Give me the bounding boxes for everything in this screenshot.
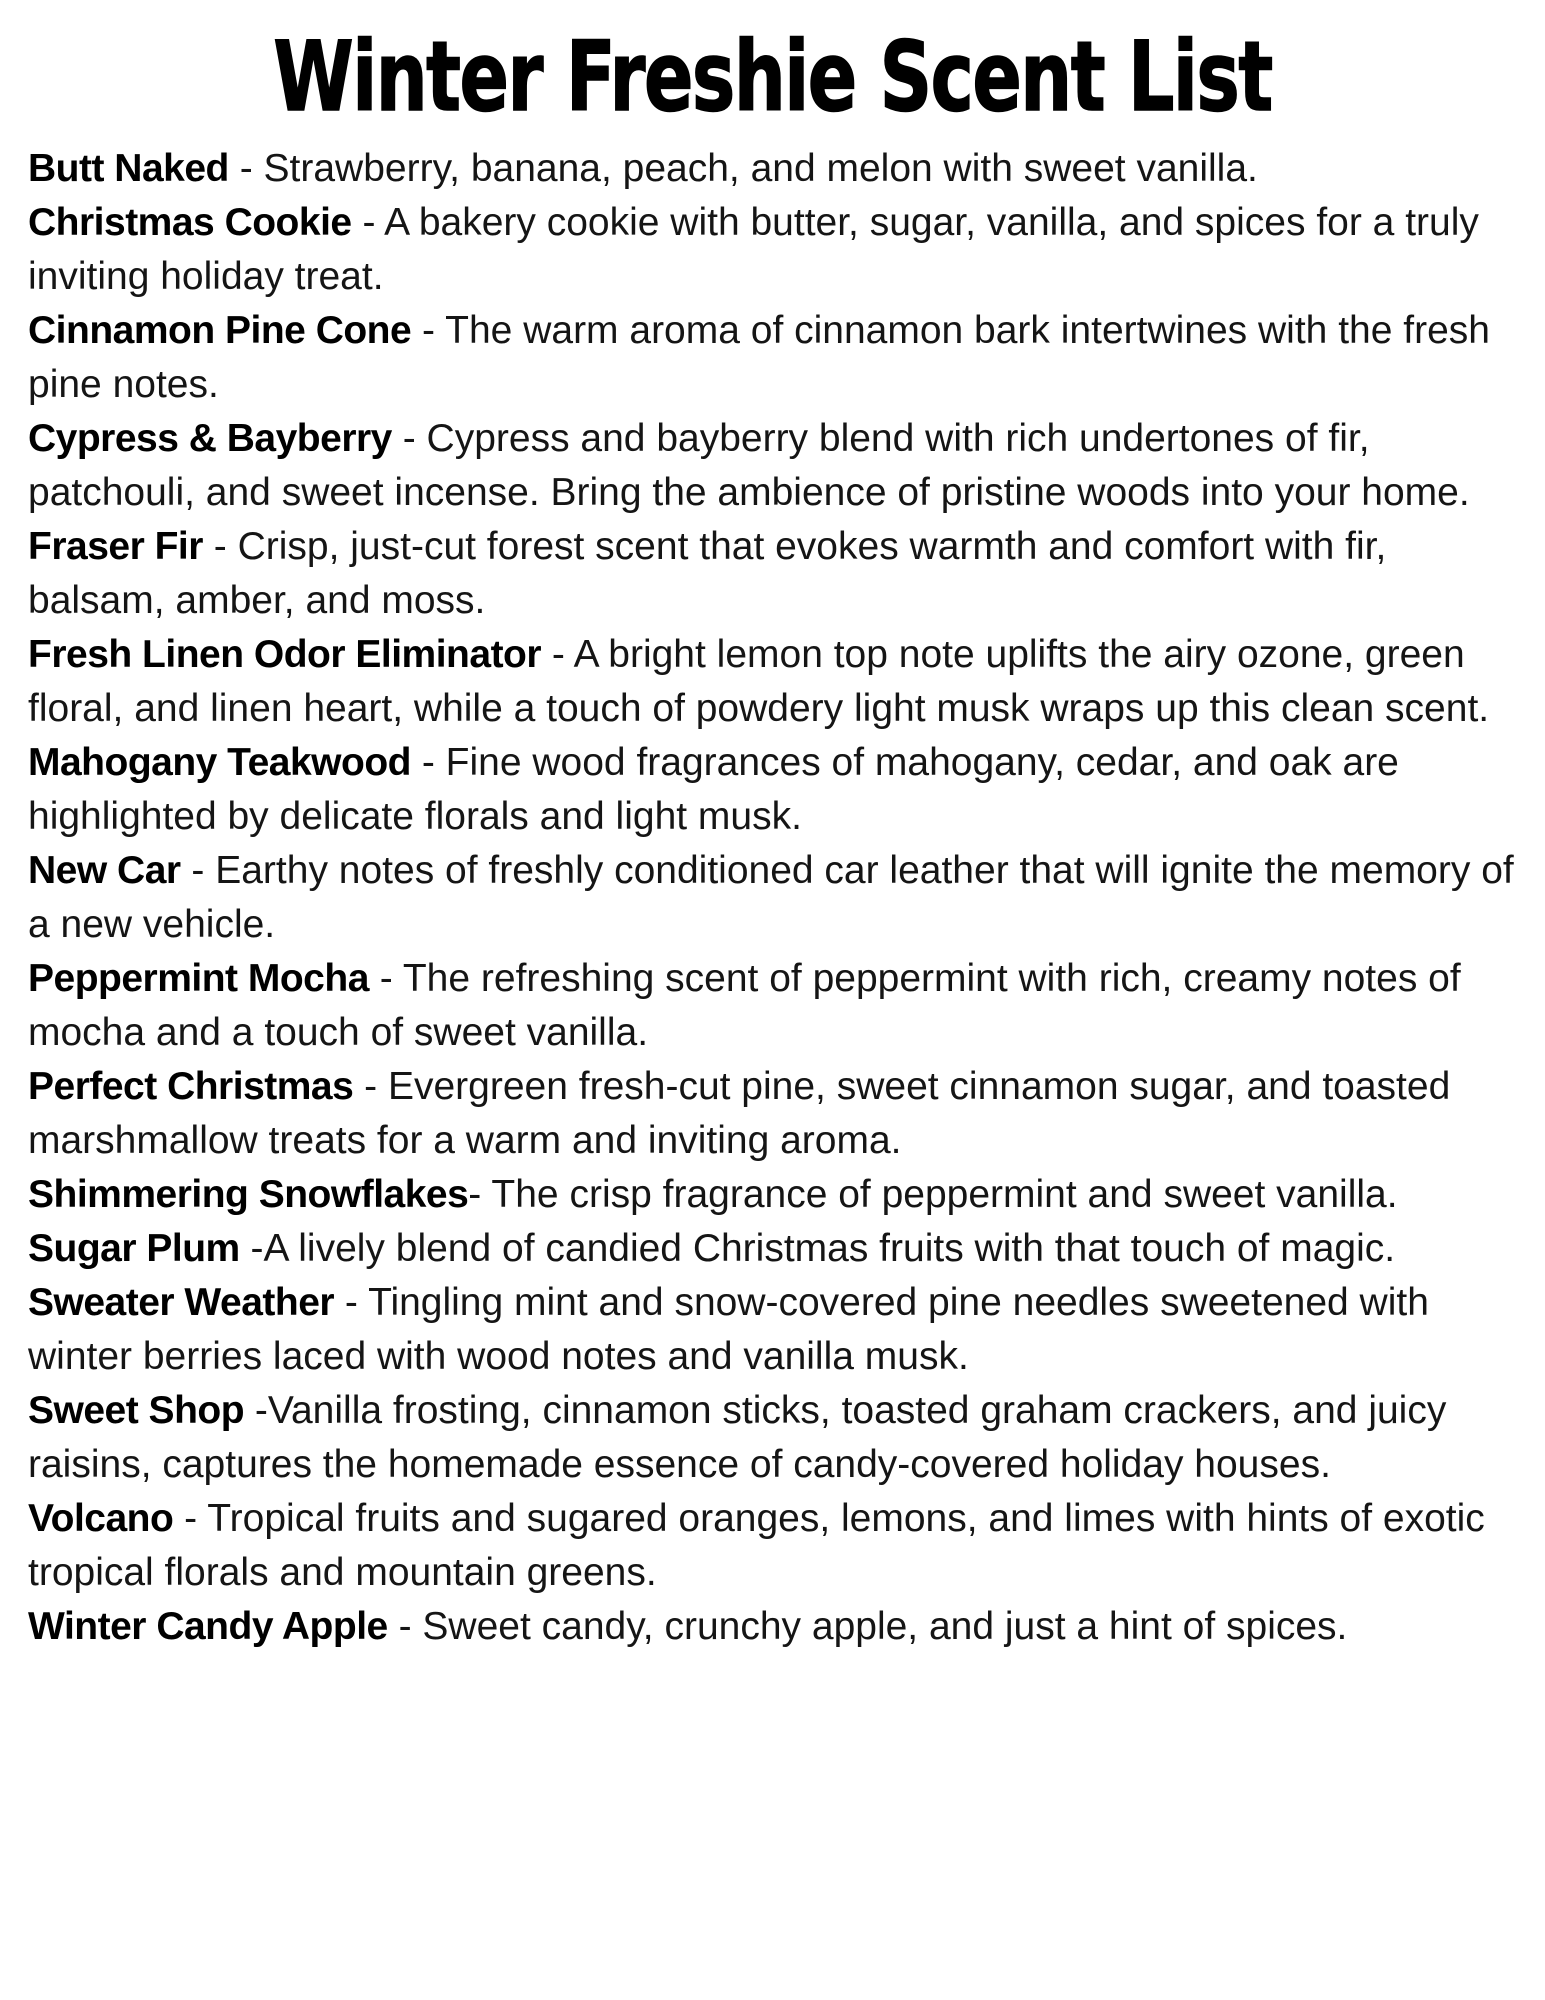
scent-entry (28, 412, 1515, 520)
scent-entry (28, 844, 1515, 952)
scent-entry (28, 1492, 1515, 1600)
scent-name: Cypress & Bayberry (28, 416, 392, 460)
scent-separator: - (244, 1388, 268, 1432)
scent-entry (28, 736, 1515, 844)
scent-name: Volcano (28, 1496, 174, 1540)
scent-separator: - (391, 416, 427, 460)
scent-separator: - (173, 1496, 208, 1540)
scent-name: Fraser Fir (28, 524, 203, 568)
scent-name: Cinnamon Pine Cone (28, 308, 412, 352)
scent-separator: - (351, 200, 385, 244)
scent-separator: - (411, 740, 446, 784)
scent-description: A bright lemon top note uplifts the airy ozone, green floral, and linen heart, while a touch of powdery light musk wraps up this clean scent. (28, 632, 1490, 730)
scent-entry (28, 628, 1515, 736)
scent-entry (28, 952, 1515, 1060)
scent-entry (28, 142, 1515, 196)
scent-separator: - (228, 146, 264, 190)
scent-list (0, 130, 1545, 1654)
scent-name: Perfect Christmas (28, 1064, 354, 1108)
scent-entry (28, 1384, 1515, 1492)
scent-name: Butt Naked (28, 146, 229, 190)
scent-entry (28, 1168, 1515, 1222)
scent-name: Sugar Plum (28, 1226, 240, 1270)
scent-name: Fresh Linen Odor Eliminator (28, 632, 542, 676)
scent-separator: - (368, 956, 403, 1000)
scent-entry (28, 520, 1515, 628)
scent-separator: - (411, 308, 446, 352)
scent-separator: - (353, 1064, 388, 1108)
page-title: Winter Freshie Scent List (273, 21, 1272, 133)
scent-entry (28, 1222, 1515, 1276)
scent-name: Christmas Cookie (28, 200, 352, 244)
scent-description: Cypress and bayberry blend with rich undertones of fir, patchouli, and sweet incense. Bring the ambience of pristine woods into your home. (28, 416, 1470, 514)
scent-description: Earthy notes of freshly conditioned car leather that will ignite the memory of a new vehicle. (28, 848, 1514, 946)
scent-name: Shimmering Snowflakes (28, 1172, 469, 1216)
scent-name: Peppermint Mocha (28, 956, 369, 1000)
scent-name: Sweet Shop (28, 1388, 245, 1432)
scent-description: Strawberry, banana, peach, and melon with sweet vanilla. (263, 146, 1258, 190)
scent-name: New Car (28, 848, 181, 892)
scent-name: Sweater Weather (28, 1280, 335, 1324)
scent-name: Mahogany Teakwood (28, 740, 411, 784)
scent-description: The crisp fragrance of peppermint and sweet vanilla. (491, 1172, 1398, 1216)
scent-separator: - (202, 524, 238, 568)
scent-separator: - (541, 632, 574, 676)
scent-description: Tingling mint and snow-covered pine needles sweetened with winter berries laced with wood notes and vanilla musk. (28, 1280, 1429, 1378)
scent-entry (28, 1276, 1515, 1384)
scent-separator: - (387, 1604, 423, 1648)
scent-description: The warm aroma of cinnamon bark intertwines with the fresh pine notes. (28, 308, 1490, 406)
scent-name: Winter Candy Apple (28, 1604, 388, 1648)
scent-description: Tropical fruits and sugared oranges, lemons, and limes with hints of exotic tropical florals and mountain greens. (28, 1496, 1485, 1594)
scent-entry (28, 1600, 1515, 1654)
scent-separator: - (180, 848, 216, 892)
scent-separator: - (334, 1280, 369, 1324)
scent-description: A lively blend of candied Christmas fruits with that touch of magic. (263, 1226, 1396, 1270)
scent-description: Evergreen fresh-cut pine, sweet cinnamon sugar, and toasted marshmallow treats for a warm and inviting aroma. (28, 1064, 1451, 1162)
scent-entry (28, 1060, 1515, 1168)
scent-entry (28, 304, 1515, 412)
scent-entry (28, 196, 1515, 304)
scent-description: Fine wood fragrances of mahogany, cedar, and oak are highlighted by delicate florals and light musk. (28, 740, 1399, 838)
scent-description: The refreshing scent of peppermint with rich, creamy notes of mocha and a touch of sweet vanilla. (28, 956, 1461, 1054)
scent-separator: - (239, 1226, 264, 1270)
scent-description: Crisp, just-cut forest scent that evokes warmth and comfort with fir, balsam, amber, and moss. (28, 524, 1387, 622)
scent-description: A bakery cookie with butter, sugar, vanilla, and spices for a truly inviting holiday treat. (28, 200, 1479, 298)
scent-separator: - (468, 1172, 492, 1216)
scent-description: Sweet candy, crunchy apple, and just a hint of spices. (422, 1604, 1348, 1648)
scent-description: Vanilla frosting, cinnamon sticks, toasted graham crackers, and juicy raisins, captures the homemade essence of candy-covered holiday houses. (28, 1388, 1447, 1486)
